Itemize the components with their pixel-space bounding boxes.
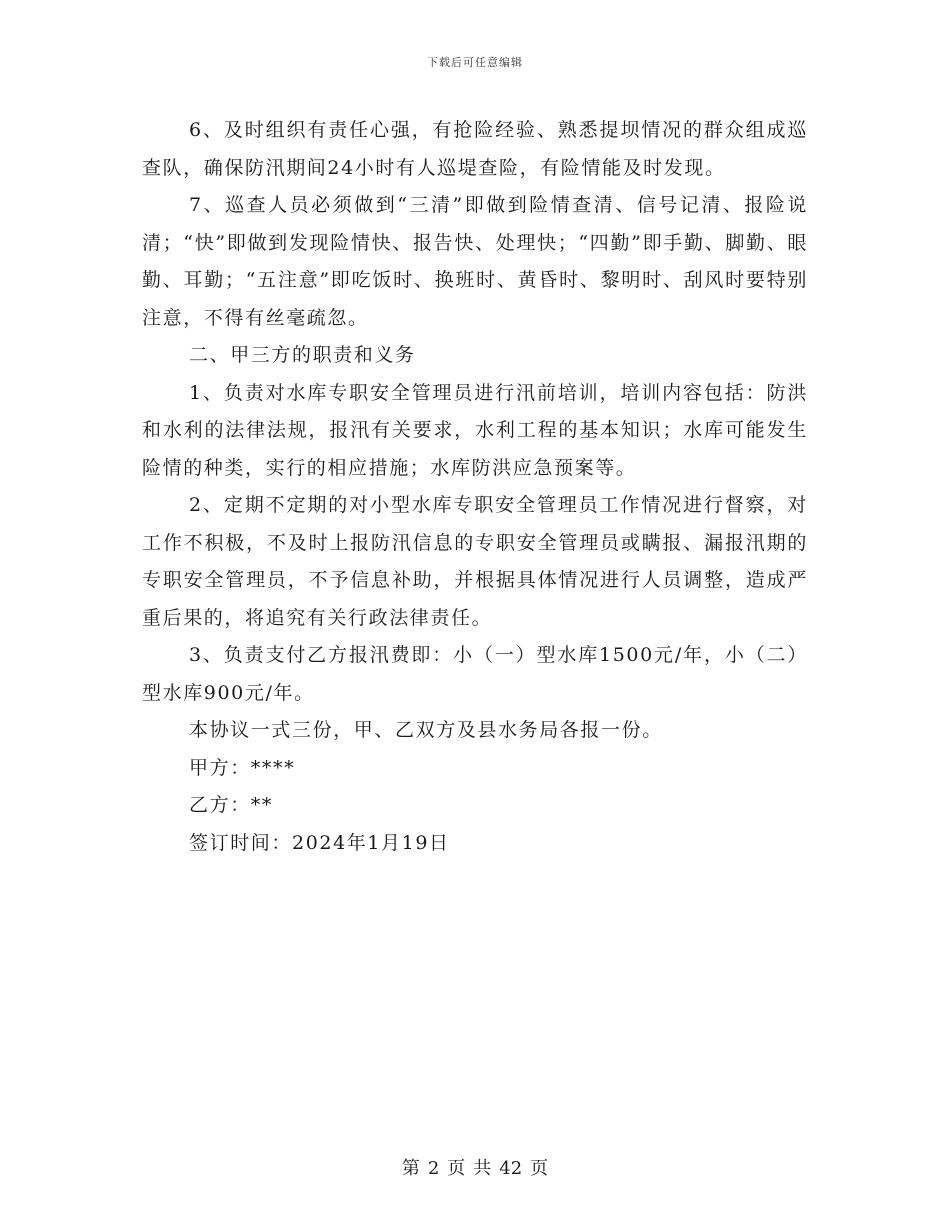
signing-date: 签订时间：2024年1月19日 bbox=[189, 831, 450, 854]
footer-label-page-unit: 页 bbox=[447, 1158, 466, 1179]
section-heading-party-c-duties: 二、甲三方的职责和义务 bbox=[189, 344, 416, 366]
paragraph-item-6: 6、及时组织有责任心强，有抢险经验、熟悉提坝情况的群众组成巡查队，确保防汛期间24小时有人巡堤查险，有险情能及时发现。 bbox=[142, 119, 808, 179]
footer-total-pages: 42 bbox=[499, 1158, 523, 1179]
party-a-signature: 甲方：**** bbox=[189, 756, 296, 779]
party-b-signature: 乙方：** bbox=[189, 794, 274, 816]
paragraph-duty-2: 2、定期不定期的对小型水库专职安全管理员工作情况进行督察，对工作不积极，不及时上报防汛信息的专职安全管理员或瞒报、漏报汛期的专职安全管理员，不予信息补助，并根据具体情况进行人员调整，造成严重后果的，将追究有关行政法律责任。 bbox=[142, 494, 808, 629]
footer-label-total-unit: 页 bbox=[530, 1158, 549, 1179]
paragraph-duty-1: 1、负责对水库专职安全管理员进行汛前培训，培训内容包括：防洪和水利的法律法规，报汛有关要求，水利工程的基本知识；水库可能发生险情的种类，实行的相应措施；水库防洪应急预案等。 bbox=[142, 381, 808, 479]
paragraph-copies: 本协议一式三份，甲、乙双方及县水务局各报一份。 bbox=[189, 719, 663, 741]
paragraph-item-7: 7、巡查人员必须做到“三清”即做到险情查清、信号记清、报险说清；“快”即做到发现险情快、报告快、处理快；“四勤”即手勤、脚勤、眼勤、耳勤；“五注意”即吃饭时、换班时、黄昏时、黎明时、刮风时要特别注意，不得有丝毫疏忽。 bbox=[142, 194, 808, 329]
page-footer bbox=[0, 1154, 950, 1180]
paragraph-duty-3: 3、负责支付乙方报汛费即：小（一）型水库1500元/年，小（二）型水库900元/年。 bbox=[142, 644, 808, 704]
footer-label-page: 第 bbox=[401, 1158, 420, 1179]
footer-label-total: 共 bbox=[473, 1158, 492, 1179]
document-body bbox=[142, 112, 808, 862]
page-header: 下载后可任意编辑 bbox=[427, 56, 523, 69]
footer-page-number: 2 bbox=[427, 1158, 440, 1179]
